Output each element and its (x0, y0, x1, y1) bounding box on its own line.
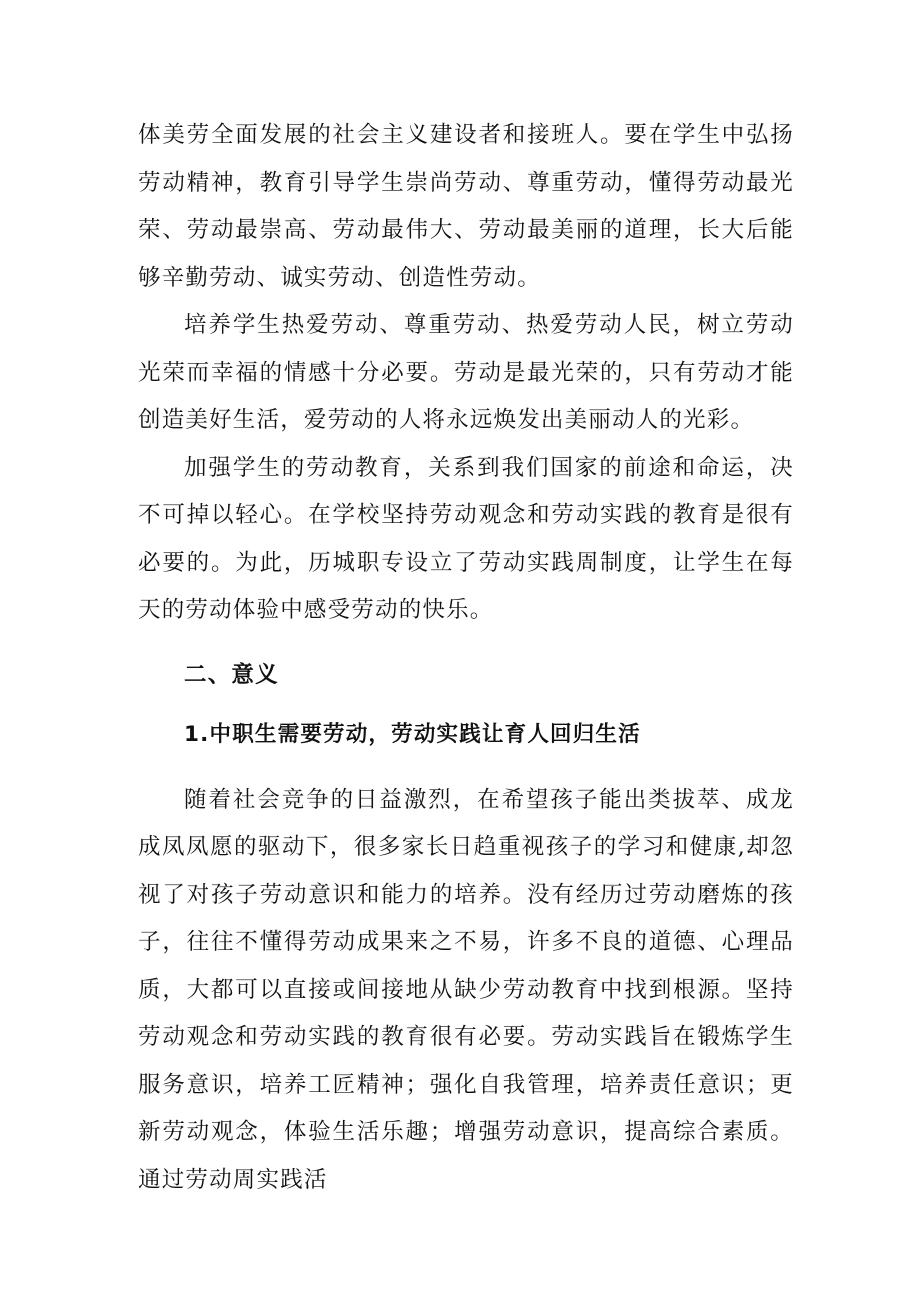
document-page (138, 112, 794, 1204)
subsection-heading-1: 1.中职生需要劳动，劳动实践让育人回归生活 (184, 721, 641, 747)
paragraph-cultivate-love-of-labor: 培养学生热爱劳动、尊重劳动、热爱劳动人民，树立劳动光荣而幸福的情感十分必要。劳动是最光荣的，只有劳动才能创造美好生活，爱劳动的人将永远焕发出美丽动人的光彩。 (138, 312, 794, 433)
paragraph-social-competition: 随着社会竞争的日益激烈，在希望孩子能出类拔萃、成龙成凤凤愿的驱动下，很多家长日趋重视孩子的学习和健康,却忽视了对孩子劳动意识和能力的培养。没有经历过劳动磨炼的孩子，往往不懂得劳动成果来之不易，许多不良的道德、心理品质，大都可以直接或间接地从缺少劳动教育中找到根源。坚持劳动观念和劳动实践的教育很有必要。劳动实践旨在锻炼学生服务意识，培养工匠精神；强化自我管理，培养责任意识；更新劳动观念，体验生活乐趣；增强劳动意识，提高综合素质。通过劳动周实践活 (138, 786, 794, 1193)
section-heading-significance: 二、意义 (184, 661, 279, 688)
paragraph-labor-education: 加强学生的劳动教育，关系到我们国家的前途和命运，决不可掉以轻心。在学校坚持劳动观念和劳动实践的教育是很有必要的。为此，历城职专设立了劳动实践周制度，让学生在每天的劳动体验中感受劳动的快乐。 (138, 454, 794, 623)
paragraph-continuation: 体美劳全面发展的社会主义建设者和接班人。要在学生中弘扬劳动精神，教育引导学生崇尚劳动、尊重劳动，懂得劳动最光荣、劳动最崇高、劳动最伟大、劳动最美丽的道理，长大后能够辛勤劳动、诚实劳动、创造性劳动。 (138, 122, 794, 291)
